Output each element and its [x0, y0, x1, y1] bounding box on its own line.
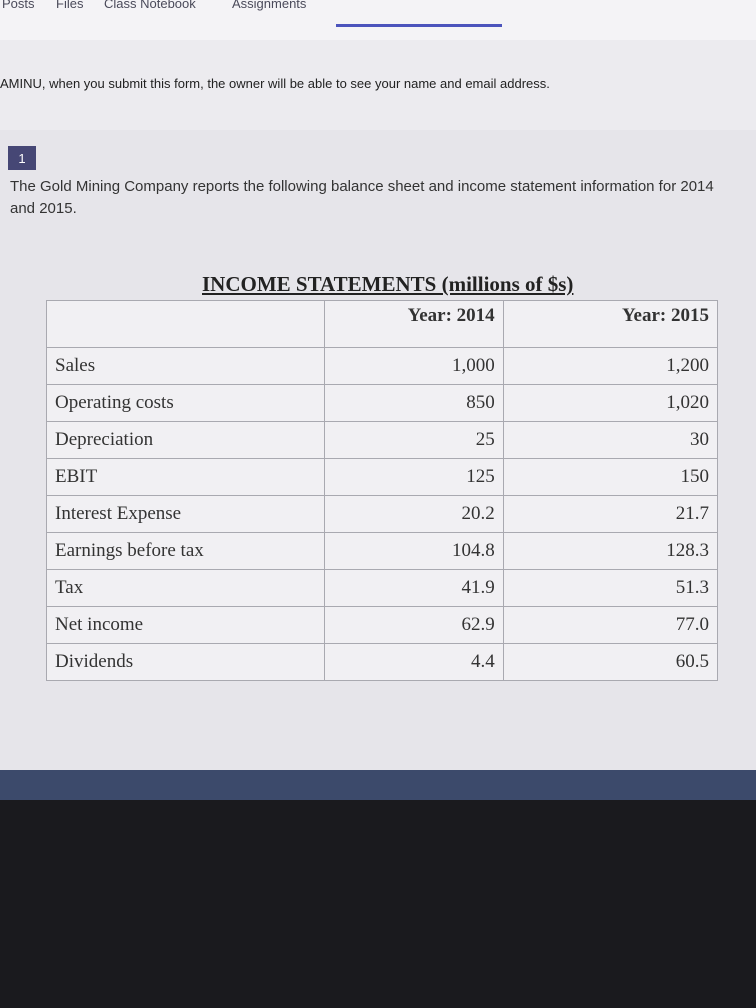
table-row [47, 348, 718, 385]
row-label: EBIT [47, 459, 325, 496]
cell-2015: 77.0 [503, 607, 717, 644]
cell-2014: 62.9 [325, 607, 503, 644]
row-label: Net income [47, 607, 325, 644]
cell-2015: 1,200 [503, 348, 717, 385]
bottom-bar [0, 770, 756, 800]
cell-2015: 21.7 [503, 496, 717, 533]
cell-2014: 125 [325, 459, 503, 496]
table-row [47, 644, 718, 681]
cell-2014: 20.2 [325, 496, 503, 533]
tab-files[interactable]: Files [56, 0, 84, 11]
cell-2014: 4.4 [325, 644, 503, 681]
cell-2014: 41.9 [325, 570, 503, 607]
income-statement-table [46, 300, 718, 681]
row-label: Depreciation [47, 422, 325, 459]
cell-2014: 850 [325, 385, 503, 422]
tab-class-notebook[interactable]: Class Notebook [104, 0, 196, 11]
table-title: INCOME STATEMENTS (millions of $s) [202, 272, 574, 296]
table-row [47, 607, 718, 644]
cell-2015: 1,020 [503, 385, 717, 422]
cell-2014: 104.8 [325, 533, 503, 570]
active-tab-indicator [336, 24, 502, 27]
table-row [47, 422, 718, 459]
cell-2015: 30 [503, 422, 717, 459]
table-row [47, 496, 718, 533]
header-year-2015: Year: 2015 [503, 301, 717, 348]
table-row [47, 533, 718, 570]
row-label: Tax [47, 570, 325, 607]
cell-2014: 25 [325, 422, 503, 459]
cell-2015: 60.5 [503, 644, 717, 681]
question-text: The Gold Mining Company reports the following balance sheet and income statement information for 2014 and 2015. [10, 178, 714, 217]
row-label: Interest Expense [47, 496, 325, 533]
table-header-row [47, 301, 718, 348]
row-label: Operating costs [47, 385, 325, 422]
tab-assignments[interactable]: Assignments [232, 0, 307, 11]
table-row [47, 459, 718, 496]
privacy-notice: AMINU, when you submit this form, the owner will be able to see your name and email address. [0, 76, 550, 91]
cell-2014: 1,000 [325, 348, 503, 385]
row-label: Sales [47, 348, 325, 385]
header-empty [47, 301, 325, 348]
table-row [47, 385, 718, 422]
row-label: Dividends [47, 644, 325, 681]
cell-2015: 128.3 [503, 533, 717, 570]
tab-posts[interactable]: Posts [2, 0, 35, 11]
cell-2015: 51.3 [503, 570, 717, 607]
header-year-2014: Year: 2014 [325, 301, 503, 348]
top-nav [0, 0, 756, 40]
table-row [47, 570, 718, 607]
cell-2015: 150 [503, 459, 717, 496]
question-number-badge: 1 [8, 146, 36, 170]
row-label: Earnings before tax [47, 533, 325, 570]
